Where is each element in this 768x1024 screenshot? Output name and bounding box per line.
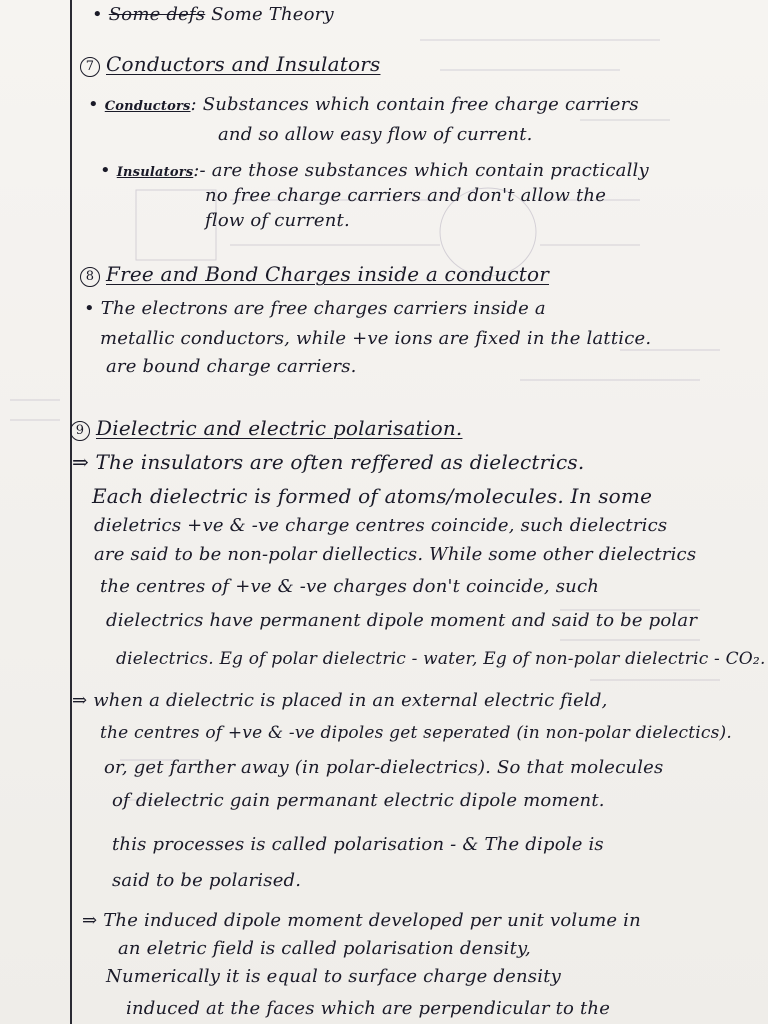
section-8-heading: [80, 262, 549, 287]
insulators-definition-cont: no free charge carriers and don't allow the: [205, 185, 607, 206]
paragraph-line: ⇒ The insulators are often reffered as dielectrics.: [72, 450, 585, 474]
paragraph-line: dielectrics have permanent dipole moment and said to be polar: [106, 610, 698, 631]
paragraph-line: or, get farther away (in polar-dielectrics). So that molecules: [104, 757, 664, 778]
section-number: 8: [80, 267, 100, 287]
section-number: 7: [80, 57, 100, 77]
definition-text: : Substances which contain free charge carriers: [190, 94, 639, 115]
section-8-text: metallic conductors, while +ve ions are fixed in the lattice.: [100, 328, 652, 349]
section-7-heading: [80, 52, 380, 77]
page-title: Some Theory: [211, 4, 334, 25]
section-number: 9: [70, 421, 90, 441]
section-8-text: • The electrons are free charges carriers inside a: [84, 298, 546, 319]
paragraph-line: Each dielectric is formed of atoms/molecules. In some: [92, 484, 653, 508]
paragraph-line: ⇒ when a dielectric is placed in an external electric field,: [72, 690, 608, 711]
header: • Some defs Some Theory: [92, 4, 334, 25]
paragraph-line: said to be polarised.: [112, 870, 302, 891]
definition-text: :- are those substances which contain practically: [193, 160, 649, 181]
heading-text: Conductors and Insulators: [106, 52, 381, 76]
paragraph-line: Numerically it is equal to surface charge density: [106, 966, 561, 987]
conductors-definition-cont: and so allow easy flow of current.: [218, 124, 533, 145]
insulators-definition-cont: flow of current.: [205, 210, 350, 231]
conductors-definition: • Conductors: Substances which contain free charge carriers: [88, 94, 639, 115]
term-label: Conductors: [104, 99, 191, 114]
section-9-heading: [70, 416, 462, 441]
margin-line: [70, 0, 72, 1024]
paragraph-line: dieletrics +ve & -ve charge centres coincide, such dielectrics: [94, 515, 668, 536]
heading-text: Free and Bond Charges inside a conductor: [106, 262, 549, 286]
paragraph-line: the centres of +ve & -ve charges don't coincide, such: [100, 576, 600, 597]
heading-text: Dielectric and electric polarisation.: [96, 416, 463, 440]
term-label: Insulators: [116, 165, 194, 180]
paragraph-line: dielectrics. Eg of polar dielectric - water, Eg of non-polar dielectric - CO₂.: [116, 649, 766, 669]
paragraph-line: an eletric field is called polarisation density,: [118, 938, 531, 959]
paragraph-line: of dielectric gain permanant electric dipole moment.: [112, 790, 605, 811]
paragraph-line: ⇒ The induced dipole moment developed per unit volume in: [82, 910, 641, 931]
insulators-definition: • Insulators:- are those substances which contain practically: [100, 160, 649, 181]
paragraph-line: are said to be non-polar diellectics. While some other dielectrics: [94, 544, 697, 565]
paragraph-line: this processes is called polarisation - & The dipole is: [112, 834, 604, 855]
section-8-text: are bound charge carriers.: [106, 356, 357, 377]
struck-text: Some defs: [108, 4, 206, 25]
paragraph-line: induced at the faces which are perpendicular to the: [126, 998, 611, 1019]
paragraph-line: the centres of +ve & -ve dipoles get seperated (in non-polar dielectics).: [100, 723, 732, 743]
